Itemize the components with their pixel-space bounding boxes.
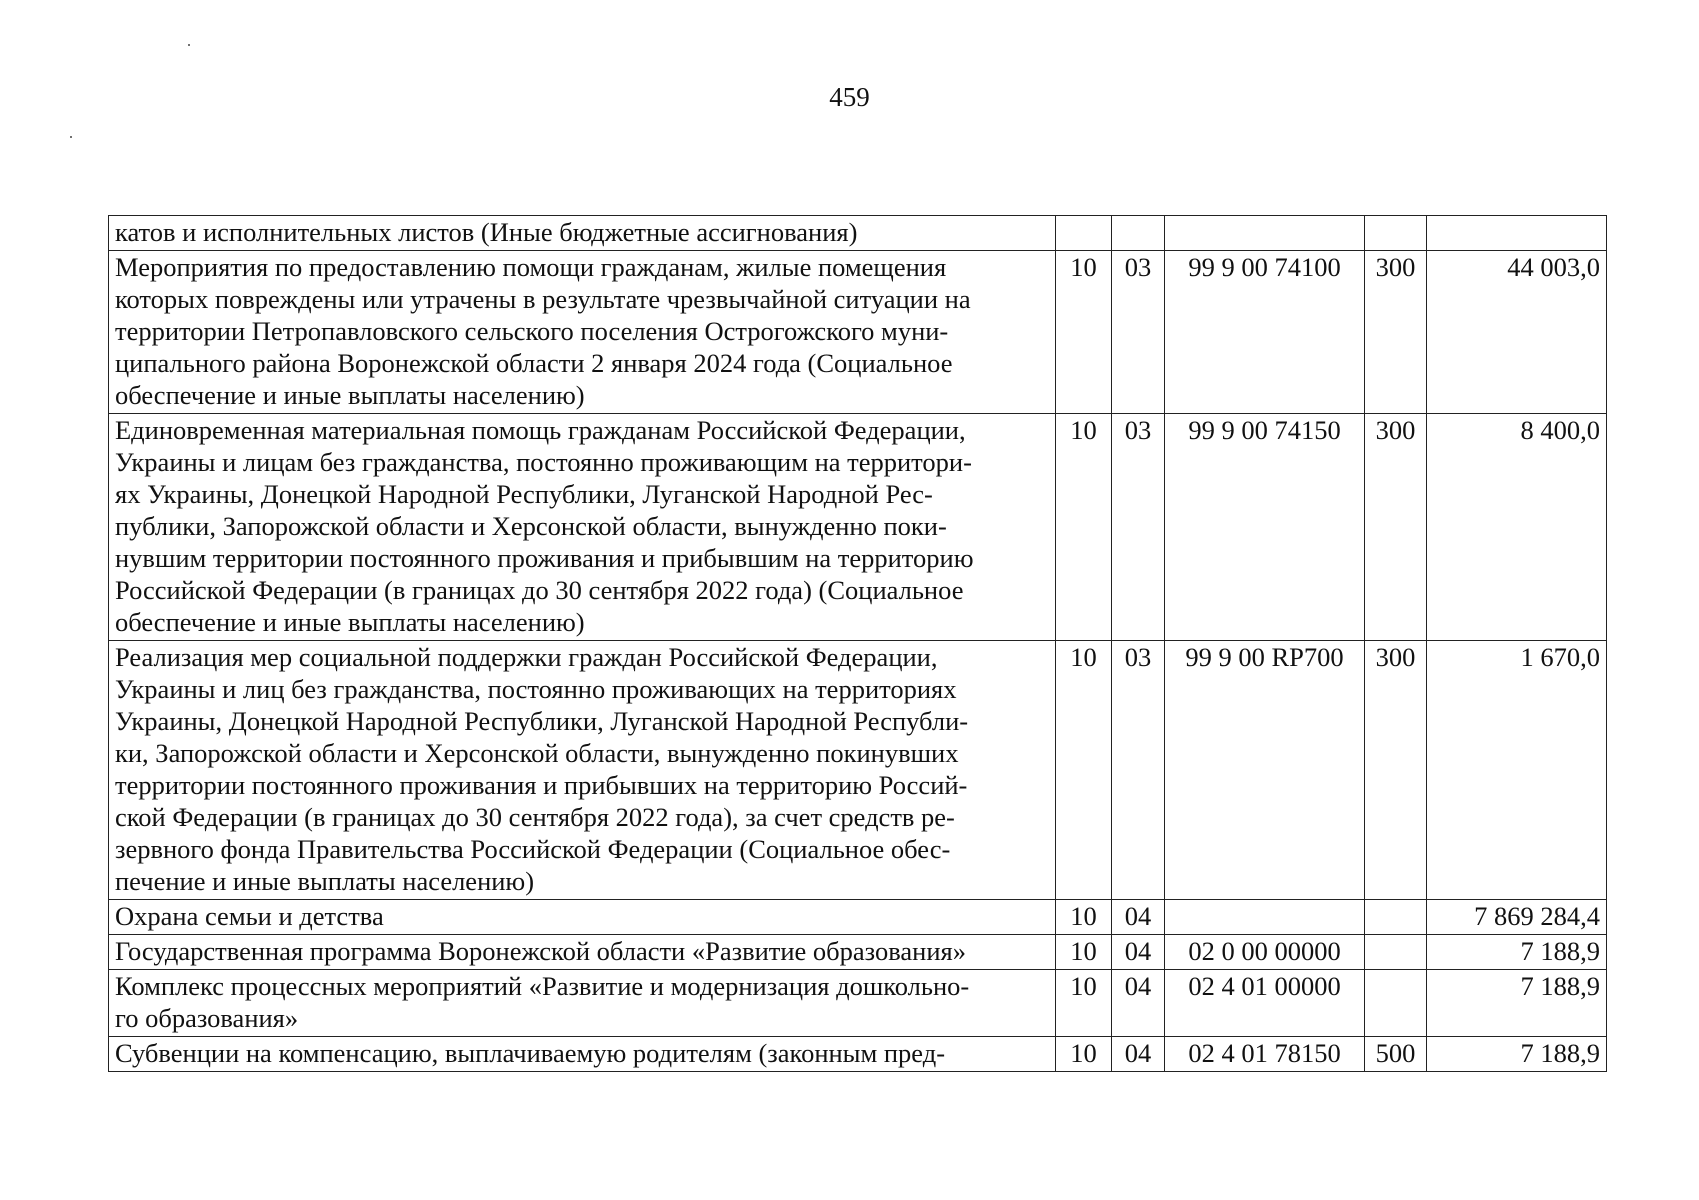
target-article-cell	[1165, 900, 1365, 935]
subsection-code-cell	[1112, 216, 1165, 251]
amount-cell: 7 869 284,4	[1427, 900, 1607, 935]
target-article-cell: 02 4 01 78150	[1165, 1037, 1365, 1072]
section-code-cell	[1056, 216, 1112, 251]
expense-type-cell: 500	[1365, 1037, 1427, 1072]
expense-type-cell: 300	[1365, 641, 1427, 900]
subsection-code-cell: 03	[1112, 251, 1165, 414]
amount-cell	[1427, 216, 1607, 251]
table-row	[109, 900, 1607, 935]
item-name-cell: Единовременная материальная помощь гражданам Российской Федерации, Украины и лицам без гражданства, постоянно проживающим на территори- ях Украины, Донецкой Народной Республики, Луганской Народной Рес- публики, Запорожской области и Херсонской области, вынужденно поки- нувшим территории постоянного проживания и прибывшим на территорию Российской Федерации (в границах до 30 сентября 2022 года) (Социальное обеспечение и иные выплаты населению)	[109, 414, 1056, 641]
section-code-cell: 10	[1056, 1037, 1112, 1072]
target-article-cell: 99 9 00 RP700	[1165, 641, 1365, 900]
table-row	[109, 935, 1607, 970]
target-article-cell: 02 0 00 00000	[1165, 935, 1365, 970]
subsection-code-cell: 04	[1112, 1037, 1165, 1072]
budget-table	[108, 215, 1607, 1072]
item-name-cell: катов и исполнительных листов (Иные бюджетные ассигнования)	[109, 216, 1056, 251]
table-row	[109, 1037, 1607, 1072]
target-article-cell: 99 9 00 74100	[1165, 251, 1365, 414]
section-code-cell: 10	[1056, 900, 1112, 935]
subsection-code-cell: 04	[1112, 970, 1165, 1037]
section-code-cell: 10	[1056, 641, 1112, 900]
amount-cell: 7 188,9	[1427, 970, 1607, 1037]
item-name-cell: Реализация мер социальной поддержки граждан Российской Федерации, Украины и лиц без гражданства, постоянно проживающих на территориях Украины, Донецкой Народной Республики, Луганской Народной Республи- ки, Запорожской области и Херсонской области, вынужденно покинувших территории постоянного проживания и прибывших на территорию Россий- ской Федерации (в границах до 30 сентября 2022 года), за счет средств ре- зервного фонда Правительства Российской Федерации (Социальное обес- печение и иные выплаты населению)	[109, 641, 1056, 900]
amount-cell: 7 188,9	[1427, 1037, 1607, 1072]
expense-type-cell	[1365, 970, 1427, 1037]
subsection-code-cell: 04	[1112, 900, 1165, 935]
target-article-cell: 02 4 01 00000	[1165, 970, 1365, 1037]
amount-cell: 8 400,0	[1427, 414, 1607, 641]
section-code-cell: 10	[1056, 935, 1112, 970]
section-code-cell: 10	[1056, 970, 1112, 1037]
table-row	[109, 216, 1607, 251]
subsection-code-cell: 03	[1112, 414, 1165, 641]
expense-type-cell: 300	[1365, 251, 1427, 414]
subsection-code-cell: 03	[1112, 641, 1165, 900]
target-article-cell	[1165, 216, 1365, 251]
section-code-cell: 10	[1056, 251, 1112, 414]
amount-cell: 1 670,0	[1427, 641, 1607, 900]
scan-speck-top	[188, 44, 190, 46]
table-row	[109, 251, 1607, 414]
section-code-cell: 10	[1056, 414, 1112, 641]
item-name-cell: Субвенции на компенсацию, выплачиваемую родителям (законным пред-	[109, 1037, 1056, 1072]
table-row	[109, 641, 1607, 900]
expense-type-cell: 300	[1365, 414, 1427, 641]
expense-type-cell	[1365, 216, 1427, 251]
item-name-cell: Государственная программа Воронежской области «Развитие образования»	[109, 935, 1056, 970]
scan-speck-left	[70, 136, 72, 138]
item-name-cell: Мероприятия по предоставлению помощи гражданам, жилые помещения которых повреждены или утрачены в результате чрезвычайной ситуации на территории Петропавловского сельского поселения Острогожского муни- ципального района Воронежской области 2 января 2024 года (Социальное обеспечение и иные выплаты населению)	[109, 251, 1056, 414]
subsection-code-cell: 04	[1112, 935, 1165, 970]
expense-type-cell	[1365, 935, 1427, 970]
page-number: 459	[829, 82, 870, 112]
amount-cell: 7 188,9	[1427, 935, 1607, 970]
table-row	[109, 414, 1607, 641]
target-article-cell: 99 9 00 74150	[1165, 414, 1365, 641]
item-name-cell: Охрана семьи и детства	[109, 900, 1056, 935]
item-name-cell: Комплекс процессных мероприятий «Развитие и модернизация дошкольно- го образования»	[109, 970, 1056, 1037]
expense-type-cell	[1365, 900, 1427, 935]
amount-cell: 44 003,0	[1427, 251, 1607, 414]
table-row	[109, 970, 1607, 1037]
